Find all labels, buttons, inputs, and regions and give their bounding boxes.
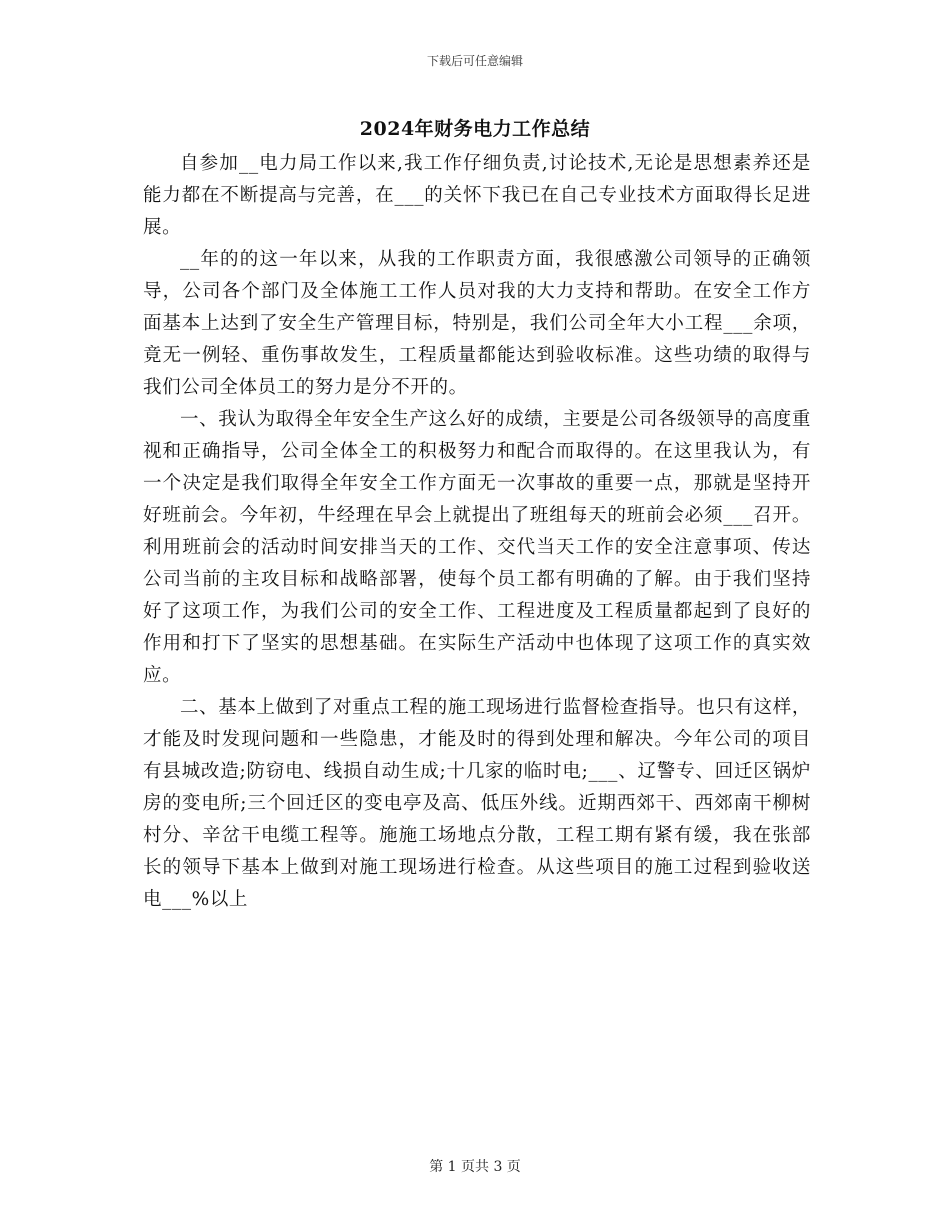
page-number: 第 1 页共 3 页: [429, 1159, 521, 1175]
paragraph-3: 一、我认为取得全年安全生产这么好的成绩，主要是公司各级领导的高度重视和正确指导，公司全体全工的积极努力和配合而取得的。在这里我认为，有一个决定是我们取得全年安全工作方面无一次事故的重要一点，那就是坚持开好班前会。今年初，牛经理在早会上就提出了班组每天的班前会必须___召开。利用班前会的活动时间安排当天的工作、交代当天工作的安全注意事项、传达公司当前的主攻目标和战略部署，使每个员工都有明确的了解。由于我们坚持好了这项工作，为我们公司的安全工作、工程进度及工程质量都起到了良好的作用和打下了坚实的思想基础。在实际生产活动中也体现了这项工作的真实效应。: [143, 409, 811, 686]
paragraph-1: 自参加__电力局工作以来,我工作仔细负责,讨论技术,无论是思想素养还是能力都在不断提高与完善，在___的关怀下我已在自己专业技术方面取得长足进展。: [143, 153, 811, 238]
paragraph-4: 二、基本上做到了对重点工程的施工现场进行监督检查指导。也只有这样，才能及时发现问题和一些隐患，才能及时的得到处理和解决。今年公司的项目有县城改造;防窃电、线损自动生成;十几家的临时电;___、辽警专、回迁区锅炉房的变电所;三个回迁区的变电亭及高、低压外线。近期西郊干、西郊南干柳树村分、辛岔干电缆工程等。施施工场地点分散，工程工期有紧有缓，我在张部长的领导下基本上做到对施工现场进行检查。从这些项目的施工过程到验收送电___%以上: [143, 697, 811, 910]
header-note: 下载后可任意编辑: [426, 54, 523, 68]
document-title: 2024年财务电力工作总结: [359, 118, 591, 140]
document-body: [143, 148, 811, 916]
paragraph-2: __年的的这一年以来，从我的工作职责方面，我很感激公司领导的正确领导，公司各个部门及全体施工工作人员对我的大力支持和帮助。在安全工作方面基本上达到了安全生产管理目标，特别是，我们公司全年大小工程___余项，竟无一例轻、重伤事故发生，工程质量都能达到验收标准。这些功绩的取得与我们公司全体员工的努力是分不开的。: [143, 249, 811, 398]
